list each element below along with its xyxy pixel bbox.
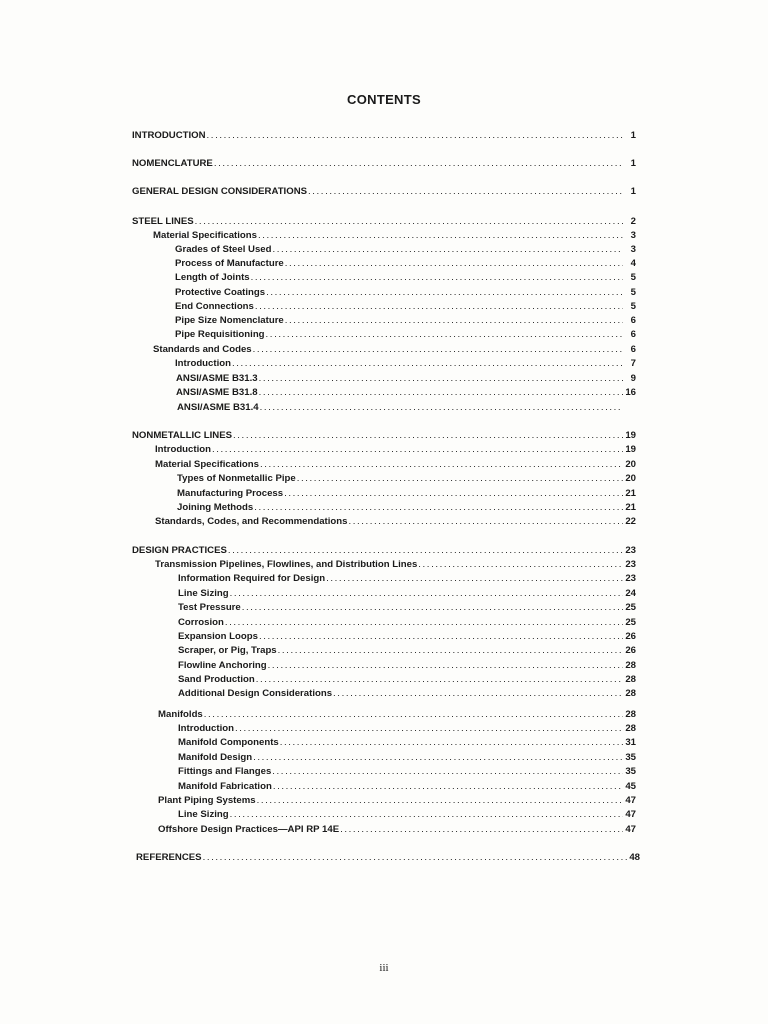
- toc-entry: [178, 674, 636, 686]
- toc-entry-page: 47: [625, 824, 636, 835]
- toc-entry-page: 5: [630, 301, 636, 312]
- dot-leader: [212, 444, 623, 456]
- dot-leader: [285, 258, 623, 270]
- toc-entry: [132, 430, 636, 442]
- toc-entry: [178, 688, 636, 700]
- toc-entry-page: 23: [625, 559, 636, 570]
- dot-leader: [230, 588, 623, 600]
- toc-entry: [178, 723, 636, 735]
- toc-entry-page: 5: [630, 272, 636, 283]
- toc-entry-page: 6: [630, 315, 636, 326]
- toc-entry: [178, 602, 636, 614]
- dot-leader: [259, 631, 623, 643]
- toc-entry-label: Manifolds: [158, 709, 203, 720]
- toc-entry: [153, 230, 636, 242]
- dot-leader: [254, 502, 623, 514]
- toc-entry-page: 23: [625, 545, 636, 556]
- toc-entry: [178, 588, 636, 600]
- toc-entry-label: ANSI/ASME B31.3: [176, 373, 258, 384]
- toc-entry-label: NONMETALLIC LINES: [132, 430, 233, 441]
- toc-entry-label: Scraper, or Pig, Traps: [178, 645, 277, 656]
- dot-leader: [230, 809, 623, 821]
- toc-entry-page: 1: [630, 130, 636, 141]
- toc-entry: [132, 186, 636, 198]
- toc-entry-label: Plant Piping Systems: [158, 795, 256, 806]
- toc-entry-page: 4: [630, 258, 636, 269]
- toc-entry-page: 25: [625, 602, 636, 613]
- toc-entry-page: 3: [630, 244, 636, 255]
- toc-entry-label: Manifold Design: [178, 752, 253, 763]
- dot-leader: [242, 602, 623, 614]
- dot-leader: [297, 473, 623, 485]
- toc-entry-page: 21: [625, 502, 636, 513]
- dot-leader: [280, 737, 623, 749]
- toc-entry-page: 25: [625, 617, 636, 628]
- toc-entry-page: 19: [625, 444, 636, 455]
- dot-leader: [203, 852, 627, 864]
- toc-entry-label: Flowline Anchoring: [178, 660, 267, 671]
- toc-entry-page: 35: [625, 752, 636, 763]
- toc-entry-page: 45: [625, 781, 636, 792]
- toc-entry: [177, 502, 636, 514]
- dot-leader: [225, 617, 623, 629]
- dot-leader: [251, 272, 623, 284]
- toc-entry-label: Grades of Steel Used: [175, 244, 272, 255]
- toc-entry: [178, 631, 636, 643]
- toc-entry: [158, 795, 636, 807]
- dot-leader: [260, 402, 623, 414]
- toc-entry-page: 23: [625, 573, 636, 584]
- toc-entry-page: 20: [625, 459, 636, 470]
- toc-entry-label: Pipe Requisitioning: [175, 329, 265, 340]
- dot-leader: [333, 688, 623, 700]
- toc-entry-label: Transmission Pipelines, Flowlines, and Distribution Lines: [155, 559, 418, 570]
- toc-entry-label: Process of Manufacture: [175, 258, 284, 269]
- toc-entry: [177, 488, 636, 500]
- toc-entry: [175, 272, 636, 284]
- toc-entry-label: Line Sizing: [178, 588, 229, 599]
- toc-entry-page: 1: [630, 186, 636, 197]
- toc-entry-page: 22: [625, 516, 636, 527]
- toc-entry-label: Standards and Codes: [153, 344, 252, 355]
- toc-entry: [175, 329, 636, 341]
- toc-entry: [175, 258, 636, 270]
- toc-entry-page: 28: [625, 674, 636, 685]
- toc-entry-page: 3: [630, 230, 636, 241]
- toc-entry-label: Joining Methods: [177, 502, 254, 513]
- dot-leader: [340, 824, 623, 836]
- dot-leader: [273, 244, 623, 256]
- toc-entry-page: 16: [625, 387, 636, 398]
- toc-entry-label: Material Specifications: [153, 230, 257, 241]
- toc-entry-label: End Connections: [175, 301, 254, 312]
- toc-entry-page: 26: [625, 645, 636, 656]
- toc-entry: [155, 516, 636, 528]
- toc-entry-page: 6: [630, 329, 636, 340]
- toc-entry-page: 21: [625, 488, 636, 499]
- toc-entry-page: 7: [630, 358, 636, 369]
- toc-entry: [175, 315, 636, 327]
- toc-entry-label: Fittings and Flanges: [178, 766, 272, 777]
- toc-entry-page: 31: [625, 737, 636, 748]
- toc-entry-label: Standards, Codes, and Recommendations: [155, 516, 348, 527]
- toc-entry-page: 5: [630, 287, 636, 298]
- toc-entry: [178, 660, 636, 672]
- dot-leader: [256, 674, 623, 686]
- dot-leader: [418, 559, 623, 571]
- toc-entry-page: 28: [625, 688, 636, 699]
- dot-leader: [278, 645, 623, 657]
- dot-leader: [268, 660, 623, 672]
- dot-leader: [253, 752, 623, 764]
- toc-entry-label: Manufacturing Process: [177, 488, 284, 499]
- dot-leader: [272, 766, 623, 778]
- toc-entry-page: 48: [629, 852, 640, 863]
- toc-entry-label: Pipe Size Nomenclature: [175, 315, 284, 326]
- dot-leader: [214, 158, 623, 170]
- toc-entry: [177, 402, 636, 414]
- toc-entry-label: Introduction: [155, 444, 211, 455]
- toc-entry: [153, 344, 636, 356]
- dot-leader: [228, 545, 623, 557]
- toc-entry-page: 20: [625, 473, 636, 484]
- dot-leader: [266, 329, 623, 341]
- dot-leader: [266, 287, 623, 299]
- toc-entry-label: NOMENCLATURE: [132, 158, 213, 169]
- toc-entry: [178, 809, 636, 821]
- toc-entry-label: Line Sizing: [178, 809, 229, 820]
- toc-entry-label: STEEL LINES: [132, 216, 194, 227]
- toc-entry: [178, 617, 636, 629]
- toc-entry-label: Sand Production: [178, 674, 255, 685]
- dot-leader: [257, 795, 623, 807]
- toc-entry: [178, 573, 636, 585]
- toc-entry: [155, 559, 636, 571]
- toc-entry-page: 47: [625, 809, 636, 820]
- toc-entry-label: Offshore Design Practices—API RP 14E: [158, 824, 340, 835]
- toc-entry-page: 28: [625, 660, 636, 671]
- toc-entry-label: Manifold Components: [178, 737, 279, 748]
- toc-entry: [132, 158, 636, 170]
- toc-entry-page: 9: [630, 373, 636, 384]
- toc-entry: [178, 766, 636, 778]
- toc-entry-label: Additional Design Considerations: [178, 688, 333, 699]
- toc-entry: [177, 473, 636, 485]
- dot-leader: [258, 230, 623, 242]
- toc-entry: [176, 373, 636, 385]
- toc-entry-label: Information Required for Design: [178, 573, 326, 584]
- dot-leader: [195, 216, 623, 228]
- toc-entry: [175, 244, 636, 256]
- dot-leader: [207, 130, 623, 142]
- dot-leader: [233, 430, 623, 442]
- toc-entry-label: Manifold Fabrication: [178, 781, 272, 792]
- toc-entry-label: Test Pressure: [178, 602, 241, 613]
- toc-entry-label: Expansion Loops: [178, 631, 258, 642]
- page-title: CONTENTS: [347, 92, 421, 107]
- toc-entry-label: Material Specifications: [155, 459, 259, 470]
- toc-entry: [178, 752, 636, 764]
- toc-entry-page: 35: [625, 766, 636, 777]
- dot-leader: [348, 516, 623, 528]
- toc-entry: [155, 459, 636, 471]
- toc-entry-label: Length of Joints: [175, 272, 250, 283]
- dot-leader: [273, 781, 623, 793]
- dot-leader: [232, 358, 623, 370]
- toc-entry-page: 26: [625, 631, 636, 642]
- dot-leader: [259, 387, 623, 399]
- page-number: iii: [379, 962, 389, 974]
- dot-leader: [259, 373, 623, 385]
- dot-leader: [255, 301, 623, 313]
- toc-entry-page: 6: [630, 344, 636, 355]
- toc-entry: [132, 545, 636, 557]
- dot-leader: [285, 315, 623, 327]
- toc-entry-label: Introduction: [175, 358, 231, 369]
- toc-entry-page: 24: [625, 588, 636, 599]
- toc-entry: [175, 301, 636, 313]
- dot-leader: [253, 344, 623, 356]
- toc-entry: [176, 387, 636, 399]
- toc-entry-label: INTRODUCTION: [132, 130, 206, 141]
- toc-entry: [178, 645, 636, 657]
- dot-leader: [284, 488, 623, 500]
- dot-leader: [260, 459, 623, 471]
- toc-entry: [132, 130, 636, 142]
- toc-entry: [158, 709, 636, 721]
- toc-entry-page: 28: [625, 723, 636, 734]
- toc-entry-label: GENERAL DESIGN CONSIDERATIONS: [132, 186, 308, 197]
- dot-leader: [326, 573, 623, 585]
- toc-entry: [132, 216, 636, 228]
- dot-leader: [235, 723, 623, 735]
- toc-entry-label: Protective Coatings: [175, 287, 266, 298]
- toc-entry-page: 2: [630, 216, 636, 227]
- dot-leader: [308, 186, 623, 198]
- toc-entry: [178, 781, 636, 793]
- toc-entry: [155, 444, 636, 456]
- toc-entry-label: Corrosion: [178, 617, 224, 628]
- toc-entry-label: ANSI/ASME B31.4: [177, 402, 259, 413]
- toc-entry-label: ANSI/ASME B31.8: [176, 387, 258, 398]
- toc-entry: [178, 737, 636, 749]
- toc-entry-label: DESIGN PRACTICES: [132, 545, 227, 556]
- toc-entry-label: Introduction: [178, 723, 234, 734]
- toc-entry-label: REFERENCES: [136, 852, 202, 863]
- toc-entry-page: 19: [625, 430, 636, 441]
- toc-entry: [175, 358, 636, 370]
- toc-entry-page: 47: [625, 795, 636, 806]
- toc-entry-page: 1: [630, 158, 636, 169]
- toc-entry-page: 28: [625, 709, 636, 720]
- toc-entry: [175, 287, 636, 299]
- toc-entry: [136, 852, 640, 864]
- toc-entry-label: Types of Nonmetallic Pipe: [177, 473, 296, 484]
- toc-entry: [158, 824, 636, 836]
- dot-leader: [204, 709, 623, 721]
